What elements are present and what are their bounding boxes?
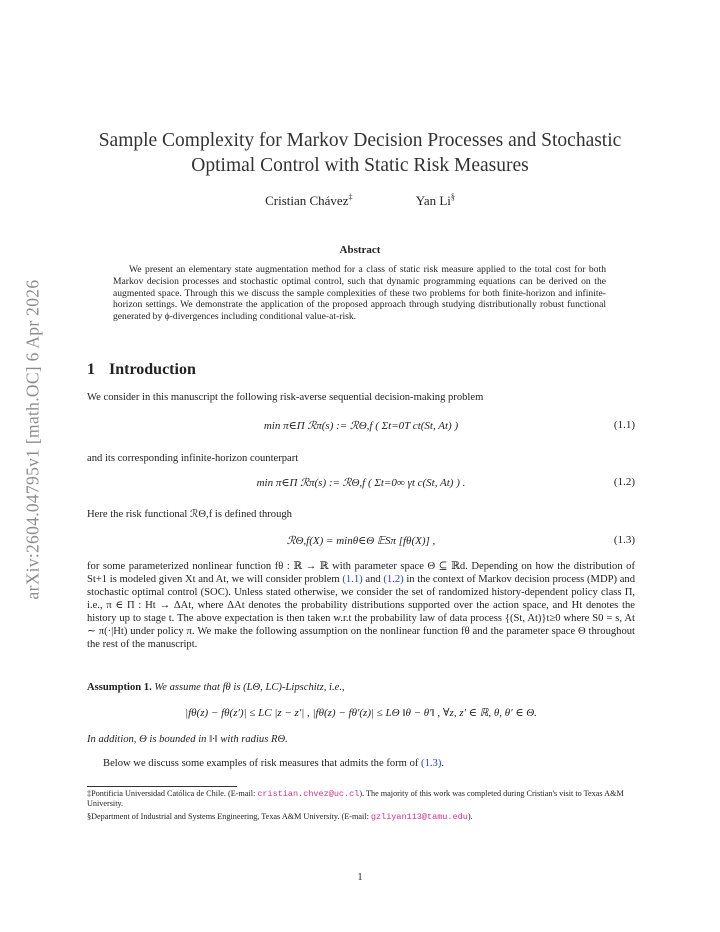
paragraph-4-part-a: for some parameterized nonlinear function fθ : ℝ → ℝ with parameter space Θ ⊆ ℝd. Depending on how the distribution of St+1 is modeled given Xt and At, we will consider problem [87,561,635,585]
footnote-1-part-a: ‡Pontificia Universidad Católica de Chile. (E-mail: [87,789,258,798]
paragraph-4-part-c: in the context of Markov decision process (MDP) and stochastic optimal control (SOC). Unless stated otherwise, we consider the set of randomized history-dependent policy class Π, i.e., π ∈ Π : Ht → ΔAt, where ΔAt denotes the probability distributions supported over the action space, and Ht denotes the history up to stage t. The above expectation is then taken w.r.t the probability law of data process {(St, At)}t≥0 where S0 = s, At ∼ π(·|Ht) under policy π. We make the following assumption on the nonlinear function fθ and the parameter space Θ throughout the rest of the manuscript. [87,574,636,650]
title-line-1: Sample Complexity for Markov Decision Processes and Stochastic [98,130,622,151]
footnote-2 [87,812,635,822]
equation-1-1-number: (1.1) [613,419,635,431]
footnote-rule [87,786,237,787]
author-1 [265,193,352,208]
equation-1-2-number: (1.2) [613,476,635,488]
paragraph-1: We consider in this manuscript the following risk-averse sequential decision-making problem [87,392,484,403]
abstract-text: We present an elementary state augmentation method for a class of static risk measure applied to the total cost for both Markov decision processes and stochastic optimal control, such that dynamic programming equations can be derived on the augmented space. Through this we discuss the sample complexities of these two problems for both finite-horizon and infinite-horizon settings. We demonstrate the application of the proposed approach through studying distributionally robust functional generated by ϕ-divergences including conditional value-at-risk. [113,264,606,323]
author-2 [416,193,455,208]
section-number: 1 [87,361,95,378]
footnote-1 [87,789,635,809]
paper-title [60,128,660,178]
assumption-1 [87,681,635,694]
paragraph-5-part-a: Below we discuss some examples of risk measures that admits the form of [103,758,422,769]
author-2-mark: § [450,193,455,202]
abstract-heading: Abstract [339,244,381,256]
page-number: 1 [357,872,363,883]
ref-eq-1-2-link[interactable]: (1.2) [383,574,404,585]
assumption-text: We assume that fθ is (LΘ, LC)-Lipschitz, i.e., [154,682,345,693]
arxiv-identifier: arXiv:2604.04795v1 [math.OC] 6 Apr 2026 [22,279,43,600]
ref-eq-1-1-link[interactable]: (1.1) [342,574,363,585]
title-line-2: Optimal Control with Static Risk Measures [191,155,529,176]
footnote-2-part-b: ). [467,812,473,821]
section-title: Introduction [109,361,196,378]
assumption-equation-formula: |fθ(z) − fθ(z′)| ≤ LC |z − z′| , |fθ(z) − fθ′(z)| ≤ LΘ ‖θ − θ′‖ , ∀z, z′ ∈ ℝ, θ, θ′ ∈ Θ. [185,707,537,719]
assumption-tail-text: In addition, Θ is bounded in ‖·‖ with radius RΘ. [87,734,288,745]
paragraph-2: and its corresponding infinite-horizon counterpart [87,453,299,464]
paragraph-5 [87,757,635,770]
section-heading [87,361,196,379]
assumption-label: Assumption 1. [87,682,152,693]
equation-1-1-formula: min π∈Π ℛπ(s) := ℛΘ,f ( Σt=0T ct(St, At) ) [263,420,459,432]
paragraph-4-part-b: and [362,574,384,585]
paragraph-4 [87,560,635,651]
author-2-name: Yan Li [415,193,451,209]
author-1-mark: ‡ [348,193,353,202]
equation-1-3-number: (1.3) [613,534,635,546]
equation-1-3-formula: ℛΘ,f(X) = minθ∈Θ 𝔼Sπ [fθ(X)] , [286,535,436,547]
footnote-1-part-b: ). The majority of this work was completed during Cristian's visit to Texas A&M University. [87,789,624,808]
author-list [0,193,720,209]
equation-1-2-formula: min π∈Π ℛπ(s) := ℛΘ,f ( Σt=0∞ γt c(St, At) ) . [256,477,466,489]
email-link-chavez[interactable]: cristian.chvez@uc.cl [257,789,360,799]
paragraph-3: Here the risk functional ℛΘ,f is defined through [87,509,292,520]
email-link-li[interactable]: gzliyan113@tamu.edu [370,812,468,822]
author-1-name: Cristian Chávez [265,193,349,209]
paragraph-5-part-b: . [441,758,445,769]
ref-eq-1-3-link[interactable]: (1.3) [421,758,442,769]
footnote-2-part-a: §Department of Industrial and Systems Engineering, Texas A&M University. (E-mail: [87,812,371,821]
assumption-tail [87,733,635,746]
abstract-body [113,264,606,323]
